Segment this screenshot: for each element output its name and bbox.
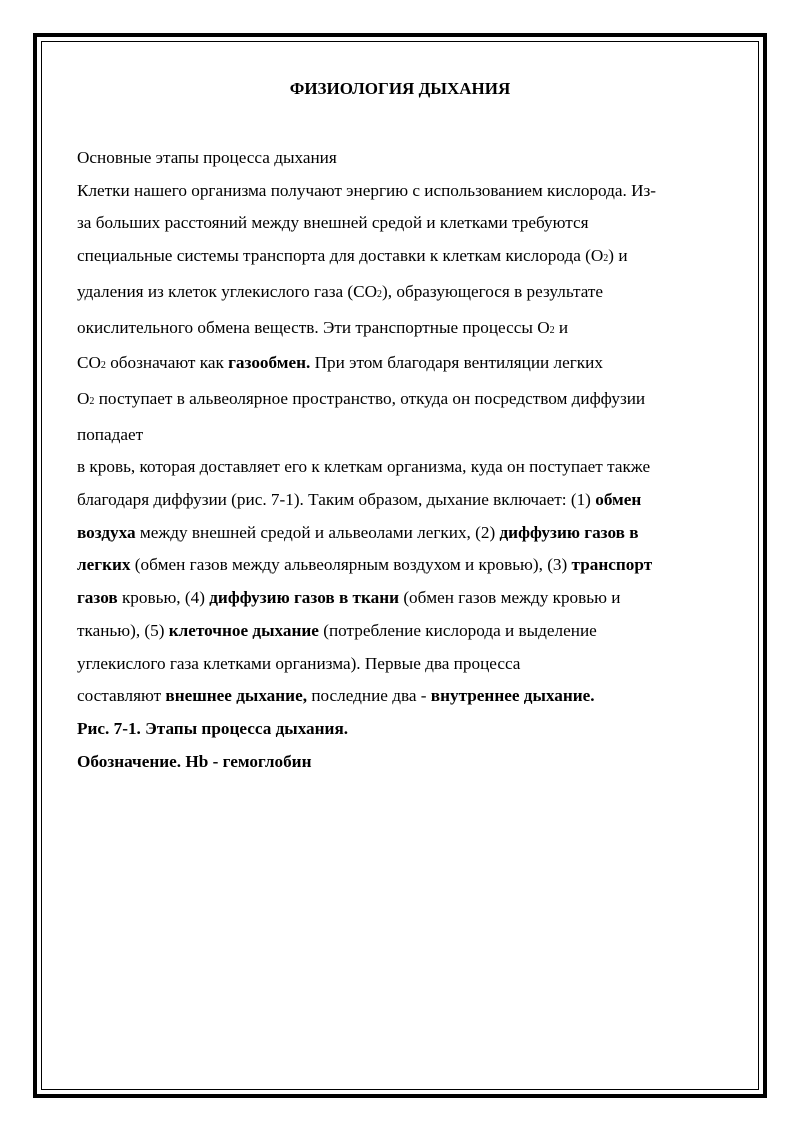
text-line bbox=[77, 484, 737, 517]
text: (обмен газов между кровью и bbox=[399, 588, 621, 608]
text: тканью), (5) bbox=[77, 620, 169, 640]
text-line bbox=[77, 648, 737, 681]
legend-text: Обозначение. Hb - гемоглобин bbox=[77, 751, 312, 771]
text: (потребление кислорода и выделение bbox=[318, 620, 597, 640]
subscript: 2 bbox=[89, 395, 95, 407]
text: CO bbox=[77, 353, 101, 373]
text-line bbox=[77, 207, 737, 240]
text: обозначают как bbox=[105, 353, 229, 373]
subheading: Основные этапы процесса дыхания bbox=[77, 148, 337, 167]
text-line bbox=[77, 451, 737, 484]
bold-term: клеточное дыхание bbox=[168, 620, 319, 640]
text: ) и bbox=[608, 246, 628, 266]
text-line bbox=[77, 383, 737, 419]
text-line bbox=[77, 680, 737, 713]
text: составляют bbox=[77, 686, 166, 706]
text: удаления из клеток углекислого газа (CO bbox=[77, 281, 378, 301]
bold-term: диффузию газов в ткани bbox=[209, 588, 400, 608]
text: ), образующегося в результате bbox=[382, 281, 604, 301]
figure-caption bbox=[77, 713, 737, 746]
text: углекислого газа клетками организма). Первые два процесса bbox=[77, 653, 521, 673]
subscript: 2 bbox=[377, 288, 383, 300]
subscript: 2 bbox=[100, 360, 106, 372]
bold-term: транспорт bbox=[571, 555, 653, 575]
text-line bbox=[77, 615, 737, 648]
text: окислительного обмена веществ. Эти транспортные процессы O bbox=[77, 317, 550, 337]
text: в кровь, которая доставляет его к клеткам организма, куда он поступает также bbox=[77, 457, 651, 477]
text: последние два - bbox=[307, 686, 431, 706]
text-line bbox=[77, 312, 737, 348]
subscript: 2 bbox=[549, 324, 555, 336]
bold-term: обмен bbox=[595, 490, 642, 510]
text-line bbox=[77, 276, 737, 312]
subscript: 2 bbox=[603, 253, 609, 265]
bold-term: воздуха bbox=[77, 522, 136, 542]
text-line bbox=[77, 517, 737, 550]
bold-term: диффузию газов в bbox=[499, 522, 639, 542]
text: (обмен газов между альвеолярным воздухом и кровью), (3) bbox=[130, 555, 572, 575]
bold-term: газов bbox=[77, 588, 118, 608]
text: и bbox=[554, 317, 569, 337]
text: специальные системы транспорта для доставки к клеткам кислорода (O bbox=[77, 246, 604, 266]
text: При этом благодаря вентиляции легких bbox=[310, 353, 603, 373]
bold-term: внутреннее дыхание. bbox=[430, 686, 595, 706]
document-title: ФИЗИОЛОГИЯ ДЫХАНИЯ bbox=[289, 79, 511, 98]
text: благодаря диффузии (рис. 7-1). Таким образом, дыхание включает: (1) bbox=[77, 490, 596, 510]
document-body bbox=[77, 142, 737, 778]
text: между внешней средой и альвеолами легких, (2) bbox=[135, 522, 500, 542]
text: O bbox=[77, 388, 90, 408]
text: поступает в альвеолярное пространство, откуда он посредством диффузии bbox=[94, 388, 646, 408]
bold-term: внешнее дыхание, bbox=[165, 686, 308, 706]
caption-text: Рис. 7-1. Этапы процесса дыхания. bbox=[77, 718, 349, 738]
text: попадает bbox=[77, 424, 144, 444]
text-line bbox=[77, 240, 737, 276]
figure-legend bbox=[77, 746, 737, 779]
text: за больших расстояний между внешней средой и клетками требуются bbox=[77, 213, 589, 233]
bold-term: газообмен. bbox=[228, 353, 311, 373]
bold-term: легких bbox=[77, 555, 131, 575]
text-line bbox=[77, 582, 737, 615]
text: кровью, (4) bbox=[117, 588, 210, 608]
text-line bbox=[77, 175, 737, 208]
text: Клетки нашего организма получают энергию с использованием кислорода. Из- bbox=[77, 180, 656, 200]
text-line bbox=[77, 419, 737, 452]
text-line bbox=[77, 549, 737, 582]
text-line bbox=[77, 347, 737, 383]
